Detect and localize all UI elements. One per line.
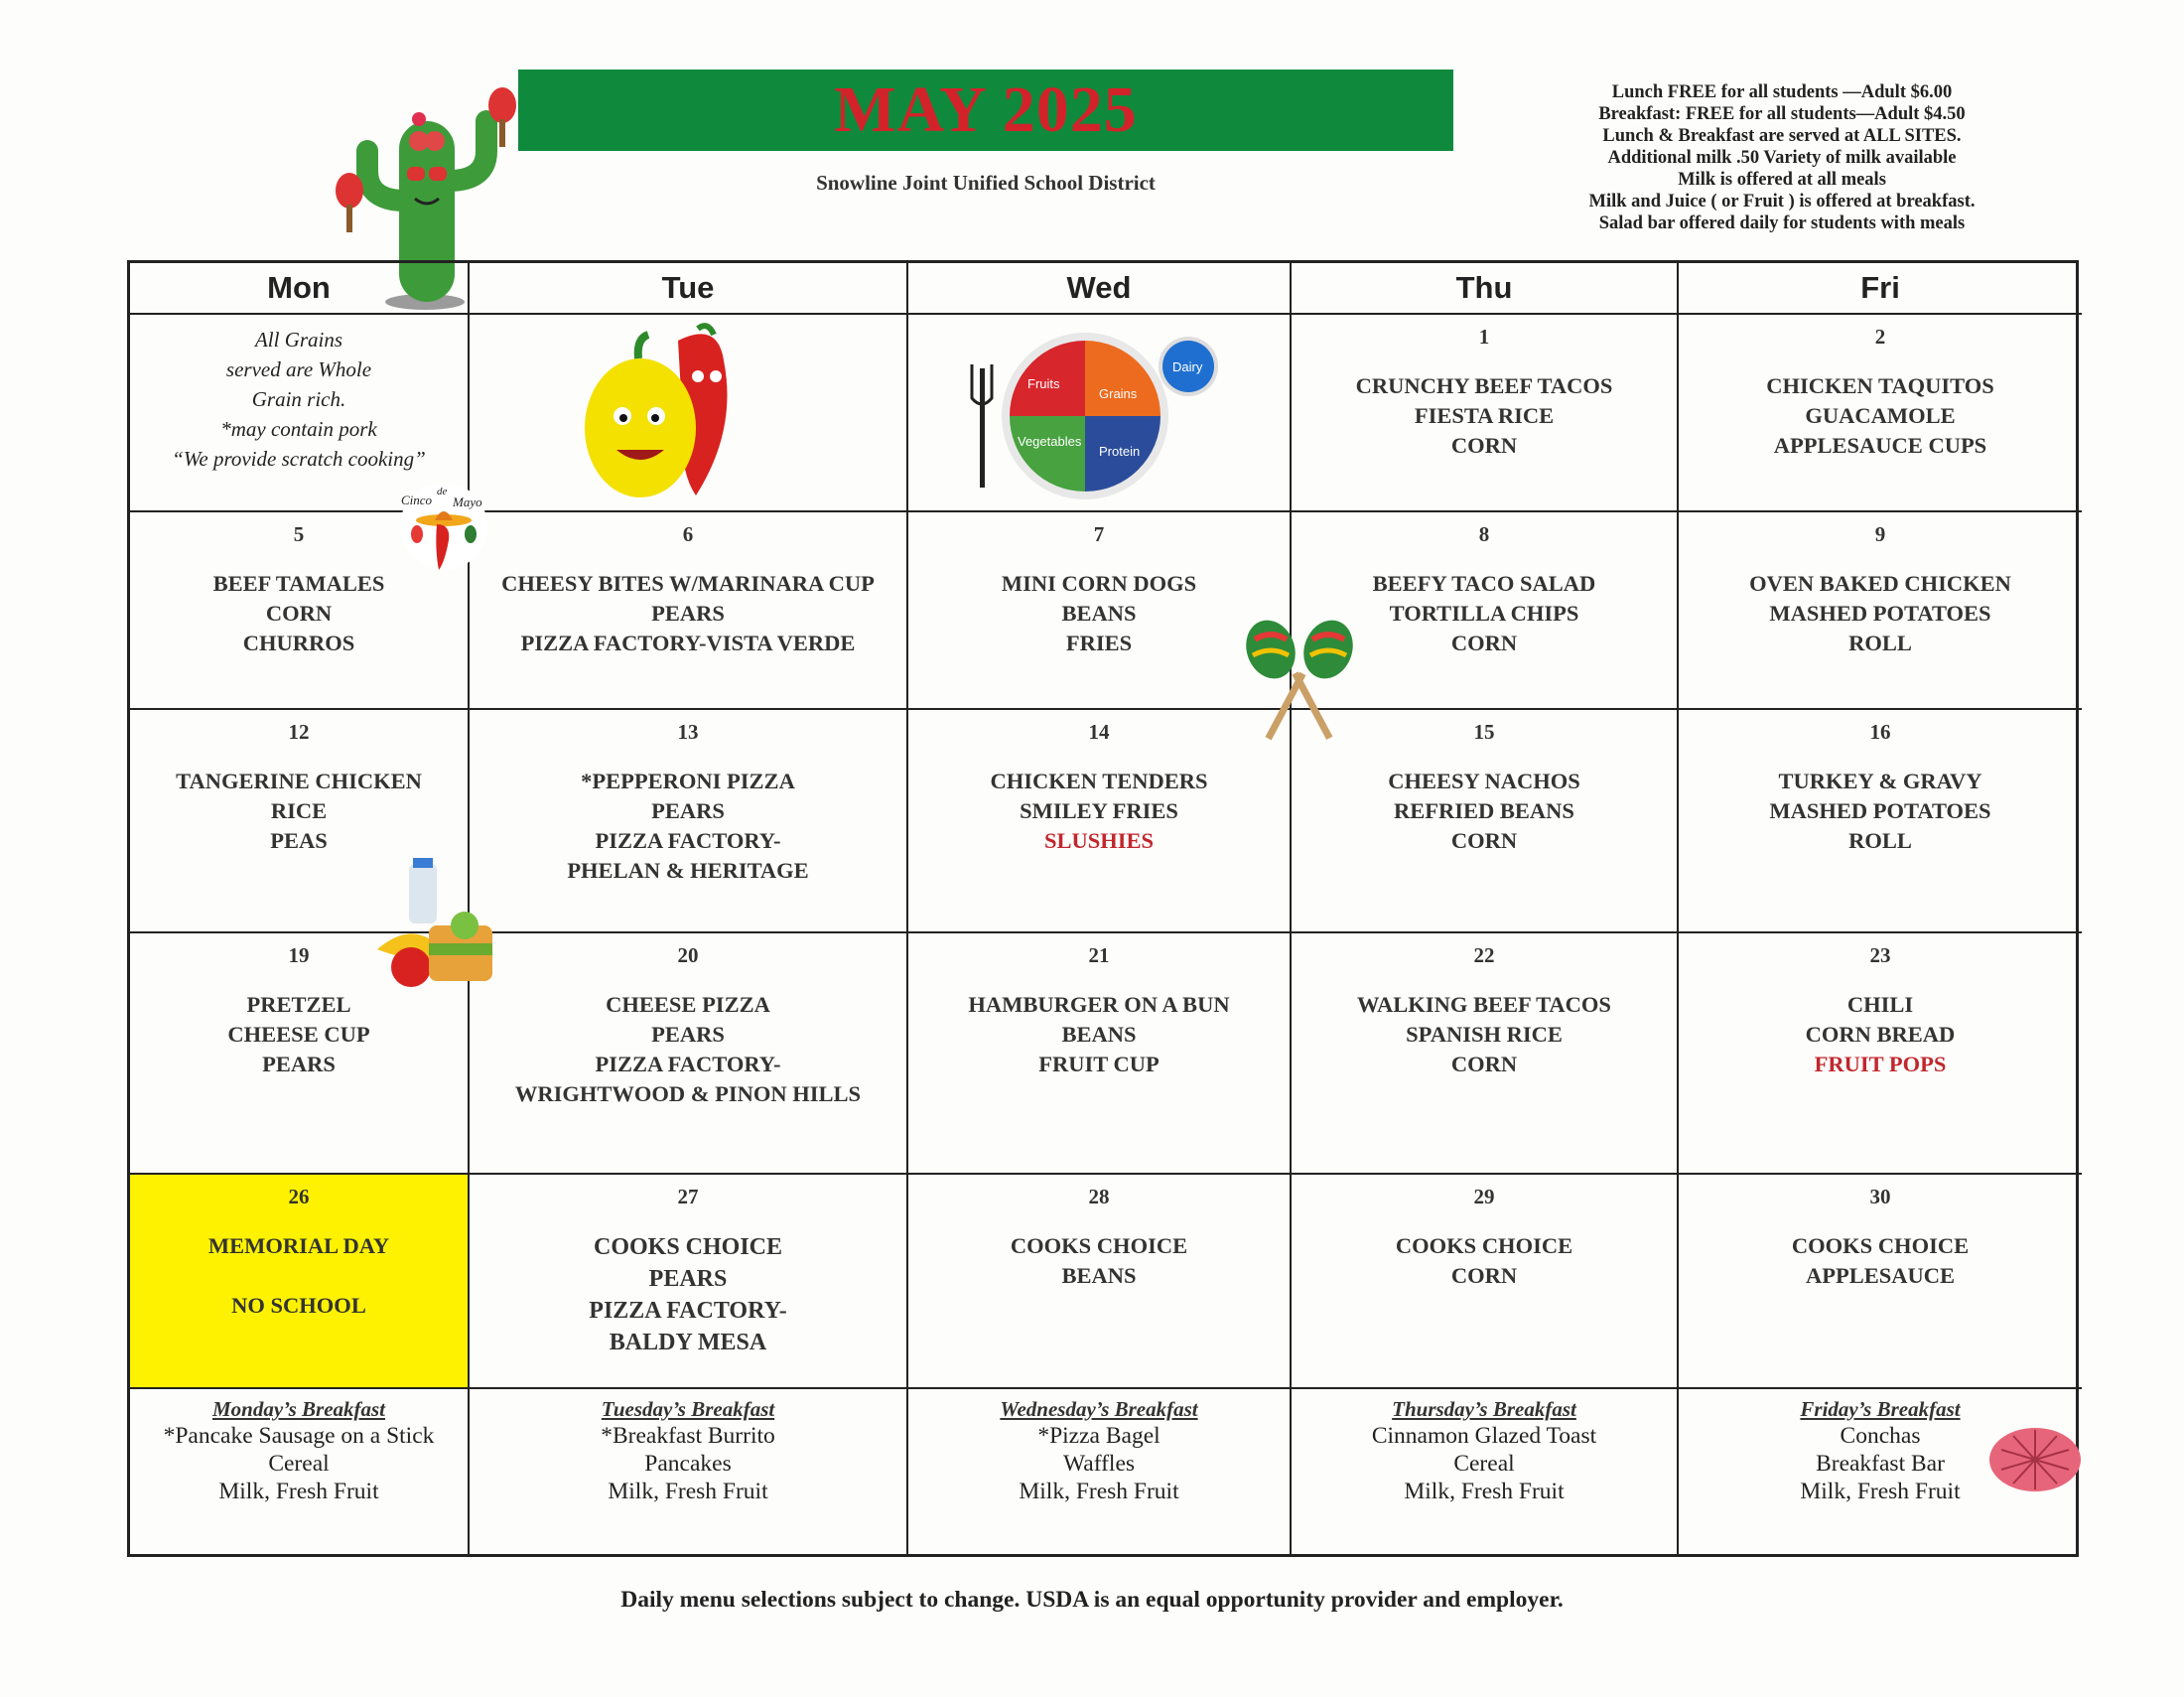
info-line: Breakfast: FREE for all students—Adult $4.50: [1598, 104, 1966, 124]
day-number: 22: [1473, 943, 1495, 967]
menu-item: PIZZA FACTORY-: [589, 1298, 787, 1324]
day-cell: [470, 710, 908, 933]
menu-item: FRIES: [1065, 631, 1133, 655]
day-number: 23: [1869, 943, 1891, 967]
concha-icon: [1987, 1422, 2083, 1493]
menu-item: TANGERINE CHICKEN: [176, 769, 422, 793]
menu-item: PEARS: [651, 1022, 725, 1047]
lunch-menu: [908, 569, 1290, 658]
lunch-menu: [1679, 767, 2082, 856]
spacer: [130, 1261, 468, 1291]
info-line: Lunch & Breakfast are served at ALL SITES.: [1602, 126, 1962, 146]
lunch-menu: [130, 990, 468, 1079]
menu-item: PEARS: [651, 798, 725, 823]
day-cell: [1679, 315, 2082, 512]
menu-item: APPLESAUCE CUPS: [1773, 433, 1987, 458]
note-line: “We provide scratch cooking”: [172, 447, 426, 471]
day-number: 29: [1473, 1185, 1495, 1208]
info-line: Milk and Juice ( or Fruit ) is offered at breakfast.: [1588, 192, 1976, 212]
menu-item: MEMORIAL DAY: [207, 1233, 390, 1258]
menu-item: *PEPPERONI PIZZA: [581, 769, 795, 793]
myplate-icon: [968, 329, 1246, 501]
holiday-cell: [130, 1175, 470, 1389]
breakfast-title: Tuesday’s Breakfast: [601, 1397, 775, 1421]
menu-item: CHICKEN TAQUITOS: [1766, 373, 1994, 398]
day-cell: [908, 1175, 1292, 1389]
menu-item: CORN: [1450, 1052, 1518, 1076]
day-number: 12: [288, 720, 310, 744]
breakfast-item: Milk, Fresh Fruit: [608, 1479, 768, 1504]
title-banner: [518, 70, 1453, 151]
day-cell: [470, 512, 908, 710]
menu-item: NO SCHOOL: [231, 1293, 366, 1318]
breakfast-item: Cinnamon Glazed Toast: [1371, 1423, 1597, 1449]
menu-item-special: FRUIT POPS: [1814, 1052, 1947, 1076]
menu-item: CHEESE CUP: [227, 1022, 370, 1047]
menu-item: BALDY MESA: [609, 1330, 767, 1355]
lunch-menu: [1679, 1231, 2082, 1291]
menu-item: CHICKEN TENDERS: [990, 769, 1208, 793]
day-number: 6: [682, 522, 694, 546]
menu-item: WALKING BEEF TACOS: [1357, 992, 1611, 1017]
menu-item: PEARS: [262, 1052, 336, 1076]
day-number: 9: [1874, 522, 1886, 546]
breakfast-item: Waffles: [1062, 1451, 1136, 1477]
menu-item: OVEN BAKED CHICKEN: [1749, 571, 2011, 596]
breakfast-cell-wed: [908, 1389, 1292, 1554]
page-title: MAY 2025: [834, 73, 1138, 146]
menu-item: CRUNCHY BEEF TACOS: [1355, 373, 1613, 398]
day-number: 7: [1093, 522, 1105, 546]
menu-item: BEANS: [1061, 1022, 1137, 1047]
lunch-menu: [908, 1231, 1290, 1291]
myplate-protein-label: Protein: [1099, 444, 1141, 459]
maracas-icon: [1241, 616, 1358, 751]
myplate-fruits-label: Fruits: [1027, 376, 1060, 391]
menu-item: RICE: [270, 798, 328, 823]
day-cell: [470, 1175, 908, 1389]
menu-item: CORN: [1450, 631, 1518, 655]
info-line: Salad bar offered daily for students with meals: [1598, 213, 1966, 233]
menu-item: CHEESY NACHOS: [1388, 769, 1580, 793]
menu-item: ROLL: [1848, 828, 1912, 853]
day-number: 19: [288, 943, 310, 967]
day-number: 16: [1869, 720, 1891, 744]
breakfast-title: Monday’s Breakfast: [211, 1397, 386, 1421]
breakfast-item: Milk, Fresh Fruit: [1019, 1479, 1179, 1504]
lunch-menu: [470, 767, 906, 886]
breakfast-title: Wednesday’s Breakfast: [1000, 1397, 1198, 1421]
menu-item: MASHED POTATOES: [1769, 798, 1991, 823]
menu-item: BEANS: [1061, 601, 1137, 626]
lunch-menu: [1292, 1231, 1677, 1291]
lunch-menu: [1679, 371, 2082, 461]
breakfast-item: Milk, Fresh Fruit: [1800, 1479, 1961, 1504]
menu-item: SPANISH RICE: [1406, 1022, 1563, 1047]
note-line: All Grains: [254, 328, 343, 352]
menu-item: CORN: [1450, 1263, 1518, 1288]
lunch-menu: [1679, 569, 2082, 658]
info-line: Additional milk .50 Variety of milk available: [1607, 148, 1957, 168]
note-line: served are Whole: [225, 357, 372, 381]
day-number: 27: [677, 1185, 699, 1208]
footer-disclaimer: Daily menu selections subject to change. USDA is an equal opportunity provider and employer.: [620, 1587, 1564, 1613]
day-cell: [908, 512, 1292, 710]
menu-item-special: SLUSHIES: [1043, 828, 1155, 853]
menu-item: PIZZA FACTORY-VISTA VERDE: [520, 631, 856, 655]
peppers-icon: [579, 321, 777, 505]
lunch-menu: [470, 569, 906, 658]
grain-note: [130, 315, 468, 474]
holiday-notice: [130, 1231, 468, 1321]
info-line: Milk is offered at all meals: [1678, 170, 1886, 190]
breakfast-item: Conchas: [1840, 1423, 1921, 1449]
menu-item: REFRIED BEANS: [1394, 798, 1574, 823]
lunch-menu: [908, 767, 1290, 856]
menu-item: TURKEY & GRAVY: [1778, 769, 1982, 793]
day-number: 8: [1478, 522, 1490, 546]
menu-item: HAMBURGER ON A BUN: [968, 992, 1230, 1017]
pricing-info: [1489, 81, 2075, 234]
menu-item: MINI CORN DOGS: [1001, 571, 1197, 596]
menu-item: BEEFY TACO SALAD: [1372, 571, 1596, 596]
menu-item: TORTILLA CHIPS: [1389, 601, 1579, 626]
day-number: 28: [1088, 1185, 1110, 1208]
lunch-menu: [470, 990, 906, 1109]
menu-item: CHILI: [1846, 992, 1914, 1017]
cinco-label: de: [437, 486, 448, 497]
menu-item: PHELAN & HERITAGE: [567, 858, 809, 883]
day-header-mon: Mon: [130, 263, 470, 315]
lunch-menu: [130, 569, 468, 658]
myplate-dairy-label: Dairy: [1172, 359, 1203, 374]
day-number: 26: [288, 1185, 310, 1208]
breakfast-item: *Pancake Sausage on a Stick: [163, 1423, 435, 1449]
lunch-menu: [908, 990, 1290, 1079]
myplate-grains-label: Grains: [1099, 386, 1138, 401]
breakfast-item: Cereal: [1453, 1451, 1515, 1477]
day-cell: [470, 933, 908, 1175]
day-cell: [1292, 933, 1679, 1175]
myplate-vegetables-label: Vegetables: [1018, 434, 1082, 449]
day-header-tue: Tue: [470, 263, 908, 315]
lunch-menu: [1292, 990, 1677, 1079]
breakfast-cell-thu: [1292, 1389, 1679, 1554]
menu-item: CHEESY BITES W/MARINARA CUP: [501, 571, 875, 596]
menu-item: COOKS CHOICE: [1395, 1233, 1573, 1258]
day-header-thu: Thu: [1292, 263, 1679, 315]
breakfast-item: Pancakes: [644, 1451, 732, 1477]
lunch-menu: [1292, 371, 1677, 461]
day-cell: [1679, 512, 2082, 710]
breakfast-item: *Breakfast Burrito: [601, 1423, 775, 1449]
cinco-label: Cinco: [401, 493, 433, 507]
day-cell: [1292, 315, 1679, 512]
lunch-menu: [1292, 767, 1677, 856]
day-number: 15: [1473, 720, 1495, 744]
day-cell: [908, 933, 1292, 1175]
breakfast-item: Milk, Fresh Fruit: [1404, 1479, 1565, 1504]
lunch-menu: [1679, 990, 2082, 1079]
day-cell: [908, 710, 1292, 933]
menu-item: PEARS: [648, 1266, 728, 1292]
menu-item: COOKS CHOICE: [593, 1234, 783, 1260]
menu-item: COOKS CHOICE: [1010, 1233, 1188, 1258]
day-number: 2: [1874, 325, 1886, 349]
day-cell: [1292, 1175, 1679, 1389]
myplate-cell: [908, 315, 1292, 512]
day-cell: [1679, 1175, 2082, 1389]
breakfast-cell-mon: [130, 1389, 470, 1554]
breakfast-title: Thursday’s Breakfast: [1392, 1397, 1576, 1421]
info-line: Lunch FREE for all students —Adult $6.00: [1611, 82, 1953, 102]
menu-item: PEAS: [270, 828, 328, 853]
breakfast-cell-tue: [470, 1389, 908, 1554]
menu-item: BEEF TAMALES: [212, 571, 385, 596]
menu-item: MASHED POTATOES: [1769, 601, 1991, 626]
menu-item: CORN: [1450, 433, 1518, 458]
breakfast-title: Friday’s Breakfast: [1800, 1397, 1961, 1421]
lunch-food-icon: [377, 856, 500, 995]
menu-item: SMILEY FRIES: [1020, 798, 1178, 823]
cinco-label: Mayo: [453, 495, 482, 509]
note-line: Grain rich.: [251, 387, 346, 411]
breakfast-item: Breakfast Bar: [1816, 1451, 1945, 1477]
menu-item: CHEESE PIZZA: [606, 992, 770, 1017]
day-number: 30: [1869, 1185, 1891, 1208]
day-number: 14: [1088, 720, 1110, 744]
menu-item: CORN: [1450, 828, 1518, 853]
day-number: 20: [677, 943, 699, 967]
day-header-wed: Wed: [908, 263, 1292, 315]
breakfast-item: *Pizza Bagel: [1037, 1423, 1160, 1449]
peppers-cell: [470, 315, 908, 512]
district-name: Snowline Joint Unified School District: [816, 171, 1156, 195]
day-header-fri: Fri: [1679, 263, 2082, 315]
breakfast-item: Cereal: [268, 1451, 330, 1477]
note-line: *may contain pork: [220, 417, 377, 441]
menu-item: CORN BREAD: [1805, 1022, 1956, 1047]
menu-item: PRETZEL: [246, 992, 351, 1017]
menu-item: GUACAMOLE: [1805, 403, 1956, 428]
menu-item: ROLL: [1848, 631, 1912, 655]
day-number: 5: [293, 522, 305, 546]
day-cell: [1679, 933, 2082, 1175]
menu-item: APPLESAUCE: [1805, 1263, 1956, 1288]
day-number: 21: [1088, 943, 1110, 967]
breakfast-item: Milk, Fresh Fruit: [218, 1479, 379, 1504]
lunch-menu: [130, 767, 468, 856]
menu-item: WRIGHTWOOD & PINON HILLS: [514, 1081, 862, 1106]
menu-item: PIZZA FACTORY-: [595, 828, 781, 853]
menu-item: FRUIT CUP: [1038, 1052, 1160, 1076]
day-number: 1: [1478, 325, 1490, 349]
menu-item: BEANS: [1061, 1263, 1137, 1288]
menu-item: COOKS CHOICE: [1791, 1233, 1970, 1258]
menu-item: CORN: [265, 601, 333, 626]
menu-item: PIZZA FACTORY-: [595, 1052, 781, 1076]
day-number: 13: [677, 720, 699, 744]
menu-item: PEARS: [651, 601, 725, 626]
lunch-menu: [470, 1231, 906, 1358]
day-cell: [1679, 710, 2082, 933]
cinco-de-mayo-icon: [395, 481, 492, 572]
menu-item: FIESTA RICE: [1414, 403, 1555, 428]
menu-item: CHURROS: [242, 631, 355, 655]
